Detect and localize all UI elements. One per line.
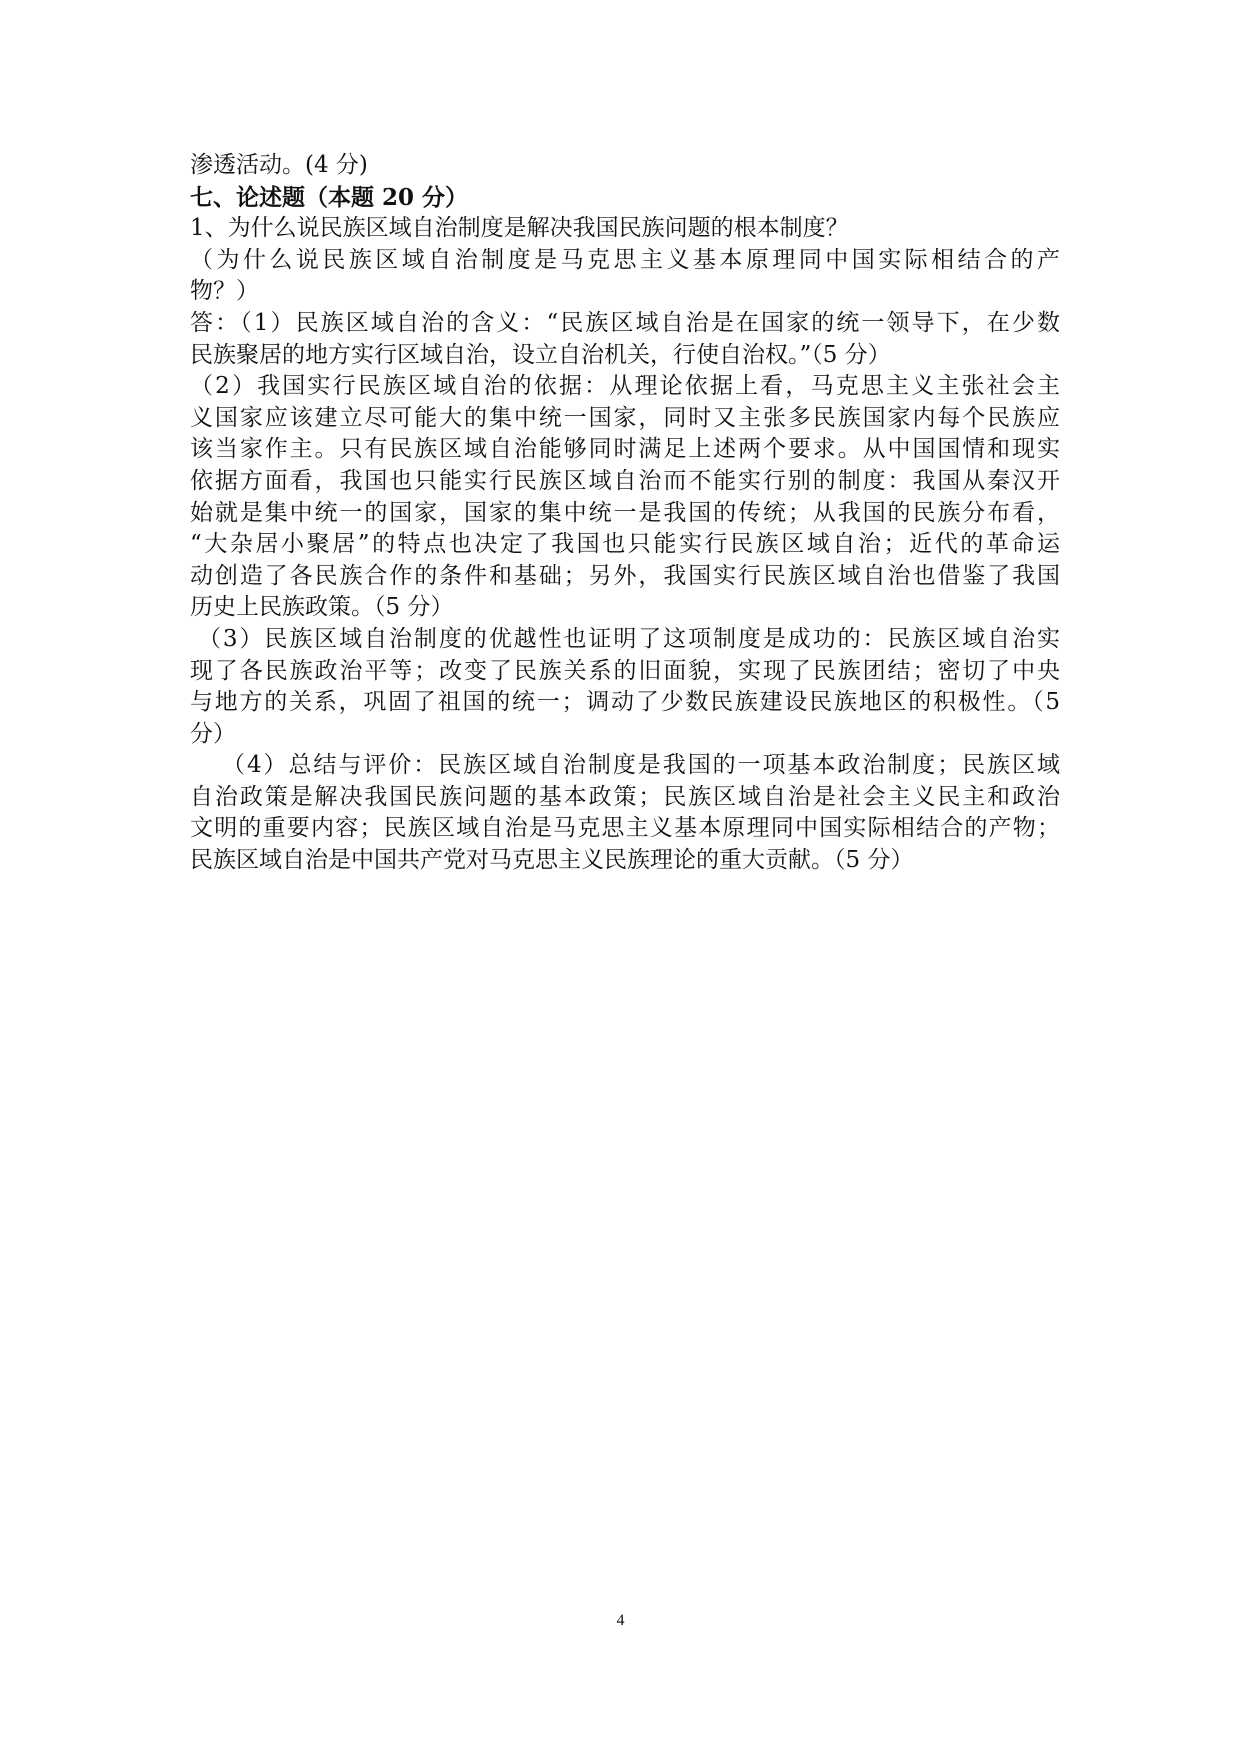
section-heading: 七、论述题（本题 20 分） xyxy=(190,183,469,211)
answer-line: 自治政策是解决我国民族问题的基本政策；民族区域自治是社会主义民主和政治 xyxy=(190,783,1060,810)
text-line: 渗透活动。(4 分) xyxy=(190,152,368,178)
question-subtitle-line: 物？） xyxy=(190,278,259,305)
answer-line: 答：（1）民族区域自治的含义：“民族区域自治是在国家的统一领导下，在少数 xyxy=(190,309,1060,336)
answer-line: 该当家作主。只有民族区域自治能够同时满足上述两个要求。从中国国情和现实 xyxy=(190,436,1060,463)
answer-line: 依据方面看，我国也只能实行民族区域自治而不能实行别的制度：我国从秦汉开 xyxy=(190,467,1060,494)
answer-line: “大杂居小聚居”的特点也决定了我国也只能实行民族区域自治；近代的革命运 xyxy=(190,531,1060,558)
question-title: 1、为什么说民族区域自治制度是解决我国民族问题的根本制度？ xyxy=(190,215,849,242)
answer-line: 分） xyxy=(190,720,236,747)
answer-line: （4）总结与评价：民族区域自治制度是我国的一项基本政治制度；民族区域 xyxy=(222,752,1060,779)
answer-line: 义国家应该建立尽可能大的集中统一国家，同时又主张多民族国家内每个民族应 xyxy=(190,404,1060,431)
page-number: 4 xyxy=(616,1612,625,1629)
answer-line: 民族聚居的地方实行区域自治，设立自治机关，行使自治权。”（5 分） xyxy=(190,341,891,368)
answer-line: 动创造了各民族合作的条件和基础；另外，我国实行民族区域自治也借鉴了我国 xyxy=(190,562,1060,589)
answer-line: 始就是集中统一的国家，国家的集中统一是我国的传统；从我国的民族分布看， xyxy=(190,499,1060,526)
answer-line: 历史上民族政策。（5 分） xyxy=(190,594,454,621)
answer-line: 文明的重要内容；民族区域自治是马克思主义基本原理同中国实际相结合的产物； xyxy=(190,815,1060,842)
question-subtitle-line: （为什么说民族区域自治制度是马克思主义基本原理同中国实际相结合的产 xyxy=(190,246,1060,273)
document-body xyxy=(190,150,1060,877)
answer-line: 现了各民族政治平等；改变了民族关系的旧面貌，实现了民族团结；密切了中央 xyxy=(190,657,1060,684)
answer-line: （2）我国实行民族区域自治的依据：从理论依据上看，马克思主义主张社会主 xyxy=(190,373,1060,400)
answer-line: （3）民族区域自治制度的优越性也证明了这项制度是成功的：民族区域自治实 xyxy=(198,625,1060,652)
answer-line: 民族区域自治是中国共产党对马克思主义民族理论的重大贡献。（5 分） xyxy=(190,847,914,874)
answer-line: 与地方的关系，巩固了祖国的统一；调动了少数民族建设民族地区的积极性。（5 xyxy=(190,689,1060,716)
